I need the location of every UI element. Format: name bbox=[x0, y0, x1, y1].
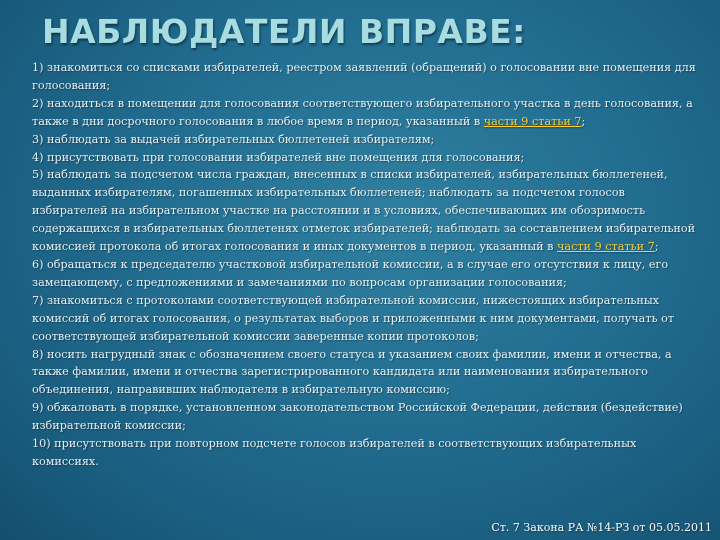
item-text: 1) знакомиться со списками избирателей, реестром заявлений (обращений) о голосовании вне помещения для голосования; bbox=[32, 61, 696, 92]
item-text: 9) обжаловать в порядке, установленном законодательством Российской Федерации, действия (бездействие) избирательной комиссии; bbox=[32, 401, 683, 433]
list-item bbox=[32, 292, 696, 346]
item-text: 3) наблюдать за выдачей избирательных бюллетеней избирателям; bbox=[32, 132, 435, 146]
list-item bbox=[32, 131, 696, 149]
list-item bbox=[32, 256, 696, 292]
item-text: 7) знакомиться с протоколами соответствующей избирательной комиссии, нижестоящих избирательных комиссий об итогах голосования, о результатах выборов и приложенными к ним документами, получать от соответствующей избирательной комиссии заверенные копии протоколов; bbox=[32, 293, 675, 343]
item-text: 10) присутствовать при повторном подсчете голосов избирателей в соответствующих избирательных комиссиях. bbox=[32, 437, 637, 468]
item-text-end: ; bbox=[581, 114, 586, 128]
rights-list bbox=[32, 59, 696, 471]
list-item bbox=[32, 399, 696, 435]
law-reference-link[interactable]: части 9 статьи 7 bbox=[557, 240, 655, 254]
list-item bbox=[32, 149, 696, 167]
source-citation: Ст. 7 Закона РА №14-РЗ от 05.05.2011 bbox=[491, 521, 712, 534]
item-text: 2) находиться в помещении для голосования соответствующего избирательного участка в день голосования, а также в дни досрочного голосования в любое время в период, указанный в bbox=[32, 96, 693, 128]
item-text: 8) носить нагрудный знак с обозначением своего статуса и указанием своих фамилии, имени и отчества, а также фамилии, имени и отчества зарегистрированного кандидата или наименования избирательного объединения, направивших наблюдателя в избирательную комиссию; bbox=[32, 347, 672, 397]
item-text-end: ; bbox=[654, 240, 659, 254]
law-reference-link[interactable]: части 9 статьи 7 bbox=[483, 114, 582, 128]
list-item bbox=[32, 346, 696, 400]
list-item bbox=[32, 59, 696, 95]
item-text: 6) обращаться к председателю участковой избирательной комиссии, а в случае его отсутствия к лицу, его замещающему, с предложениями и замечаниями по вопросам организации голосования; bbox=[32, 257, 669, 289]
list-item bbox=[32, 166, 696, 256]
list-item bbox=[32, 95, 696, 131]
item-text: 5) наблюдать за подсчетом числа граждан, внесенных в списки избирателей, избирательных бюллетеней, выданных избирателям, погашенных избирательных бюллетеней; наблюдать за подсчетом голосов избирателей на избирательном участке на расстоянии и в условиях, обеспечивающих им обозримость содержащихся в избирательных бюллетенях отметок избирателей; наблюдать за составлением избирательной комиссией протокола об итогах голосования и иных документов в период, указанный в bbox=[32, 168, 696, 254]
slide-title: НАБЛЮДАТЕЛИ ВПРАВЕ: bbox=[42, 12, 526, 51]
item-text: 4) присутствовать при голосовании избирателей вне помещения для голосования; bbox=[32, 150, 525, 164]
list-item bbox=[32, 435, 696, 471]
